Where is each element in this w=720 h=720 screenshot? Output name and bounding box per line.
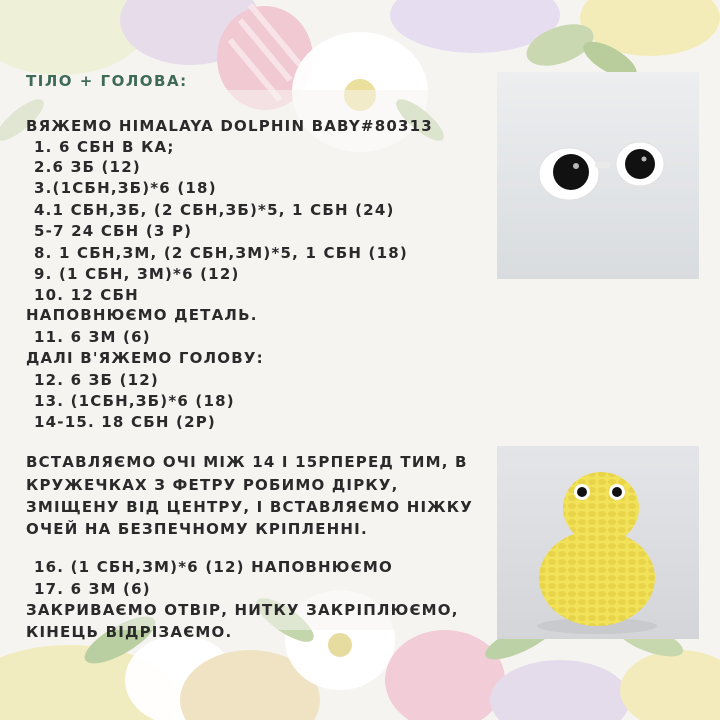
row-13: 13. (1СБН,ЗБ)*6 (18): [34, 392, 235, 410]
row-12: 12. 6 ЗБ (12): [34, 371, 159, 389]
row-2: 2.6 ЗБ (12): [34, 158, 141, 176]
eyes-instruction-line: ОЧЕЙ НА БЕЗПЕЧНОМУ КРІПЛЕННІ.: [26, 520, 368, 538]
head-note: ДАЛІ В'ЯЖЕМО ГОЛОВУ:: [26, 349, 264, 367]
closing-line: КІНЕЦЬ ВІДРІЗАЄМО.: [26, 623, 233, 641]
stuff-note: НАПОВНЮЄМО ДЕТАЛЬ.: [26, 306, 258, 324]
row-4: 4.1 СБН,ЗБ, (2 СБН,ЗБ)*5, 1 СБН (24): [34, 201, 395, 219]
row-17: 17. 6 ЗМ (6): [34, 580, 151, 598]
row-5-7: 5-7 24 СБН (3 Р): [34, 222, 193, 240]
yellow-crochet-toy-photo: [497, 446, 699, 639]
row-10: 10. 12 СБН: [34, 286, 139, 304]
eyes-instruction-line: ВСТАВЛЯЄМО ОЧІ МІЖ 14 І 15РПЕРЕД ТИМ, В: [26, 453, 468, 471]
safety-eyes-photo: [497, 72, 699, 279]
closing-line: ЗАКРИВАЄМО ОТВІР, НИТКУ ЗАКРІПЛЮЄМО,: [26, 601, 459, 619]
eyes-instruction-line: КРУЖЕЧКАХ З ФЕТРУ РОБИМО ДІРКУ,: [26, 476, 399, 494]
row-1: 1. 6 СБН В КА;: [34, 138, 175, 156]
row-11: 11. 6 ЗМ (6): [34, 328, 151, 346]
row-9: 9. (1 СБН, ЗМ)*6 (12): [34, 265, 240, 283]
eyes-instruction-line: ЗМІЩЕНУ ВІД ЦЕНТРУ, І ВСТАВЛЯЄМО НІЖКУ: [26, 498, 474, 516]
section-title: ТІЛО + ГОЛОВА:: [26, 72, 188, 90]
row-3: 3.(1СБН,ЗБ)*6 (18): [34, 179, 217, 197]
row-16: 16. (1 СБН,ЗМ)*6 (12) НАПОВНЮЄМО: [34, 558, 393, 576]
yarn-line: ВЯЖЕМО HIMALAYA DOLPHIN BABY#80313: [26, 117, 433, 135]
row-8: 8. 1 СБН,ЗМ, (2 СБН,ЗМ)*5, 1 СБН (18): [34, 244, 408, 262]
row-14-15: 14-15. 18 СБН (2Р): [34, 413, 216, 431]
